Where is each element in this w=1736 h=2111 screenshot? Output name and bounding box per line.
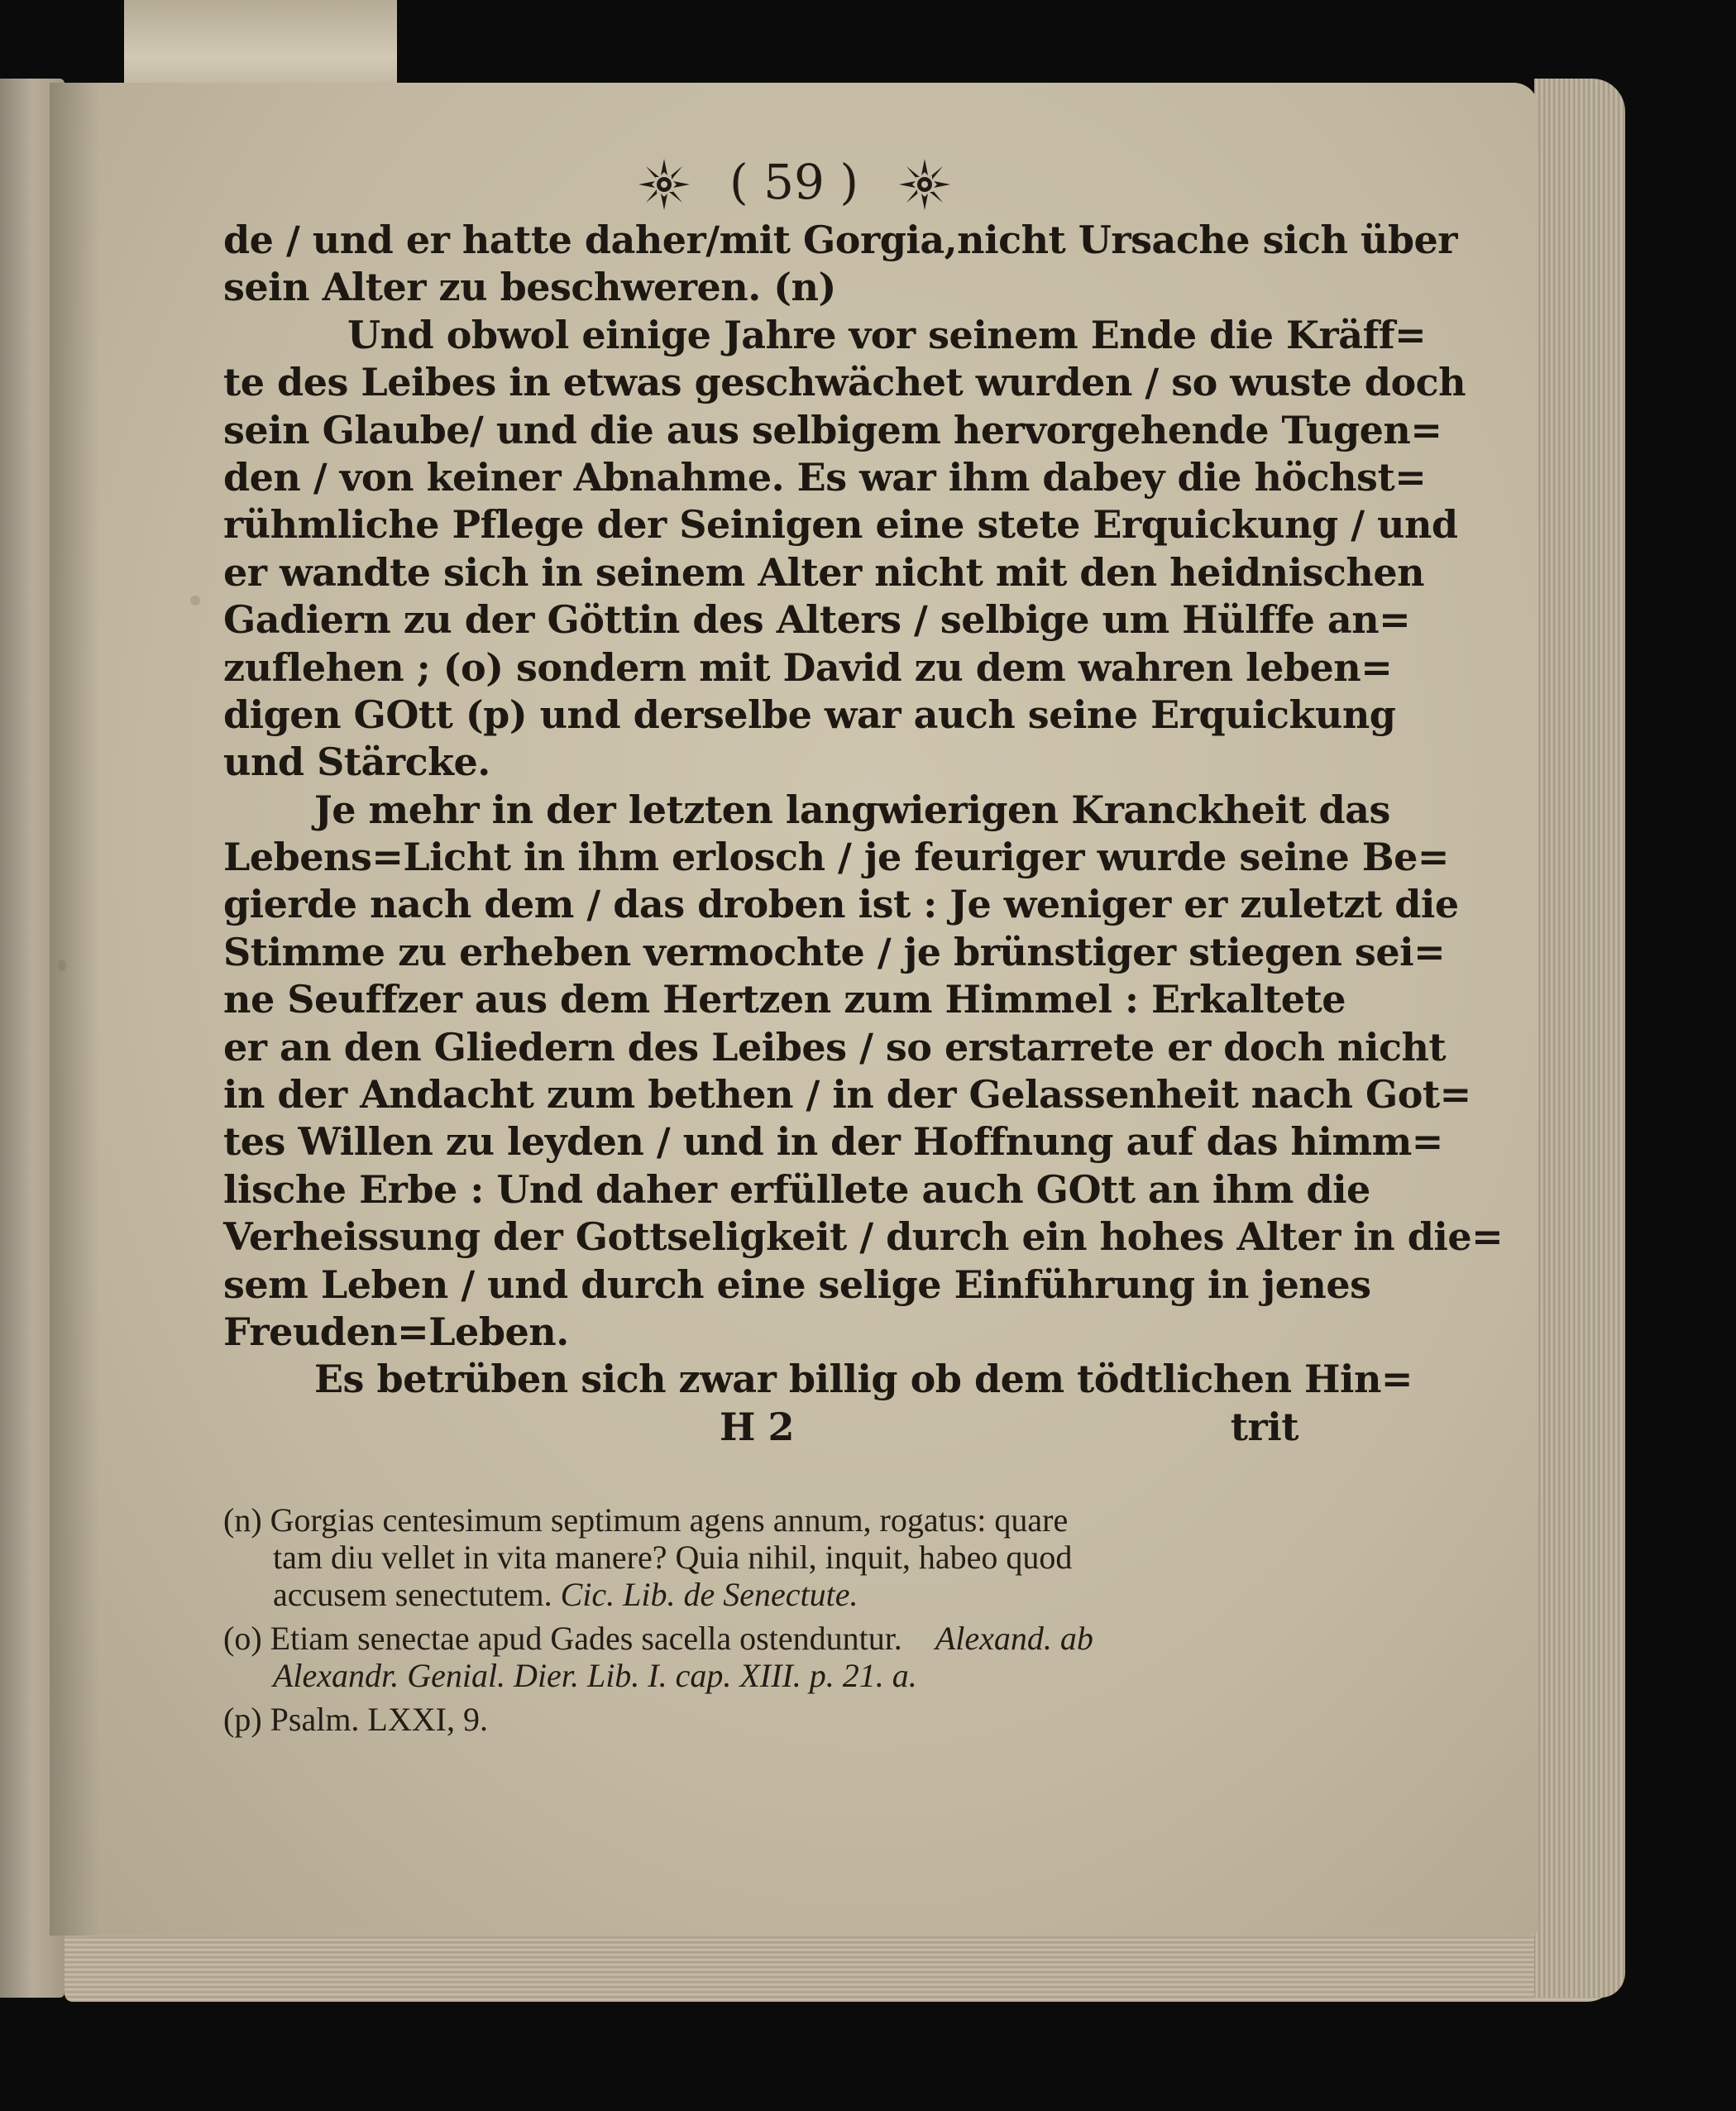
text-line: gierde nach dem / das droben ist : Je weniger er zuletzt die	[223, 882, 1459, 927]
footnote-o-citation: Alexand. ab	[935, 1620, 1093, 1657]
text-line: tes Willen zu leyden / und in der Hoffnung auf das himm=	[223, 1119, 1443, 1165]
text-line: rühmliche Pflege der Seinigen eine stete Erquickung / und	[223, 502, 1458, 548]
flower-ornament-icon	[637, 157, 691, 212]
footnote-n-line	[223, 1576, 1298, 1613]
footnote-o-citation-cont: Alexandr. Genial. Dier. Lib. I. cap. XIII. p. 21. a.	[273, 1657, 917, 1694]
signature-row	[223, 1404, 1298, 1451]
text-line: in der Andacht zum bethen / in der Gelassenheit nach Got=	[223, 1072, 1471, 1118]
text-line: Freuden=Leben.	[223, 1309, 569, 1354]
main-text	[223, 217, 1504, 1451]
text-line: Lebens=Licht in ihm erlosch / je feuriger wurde seine Be=	[223, 835, 1449, 880]
page-header	[629, 151, 976, 217]
footnote-p-line: (p) Psalm. LXXI, 9.	[223, 1701, 488, 1738]
catchword: trit	[1230, 1404, 1298, 1449]
text-line: Je mehr in der letzten langwierigen Kranckheit das	[314, 787, 1390, 832]
text-line: Es betrüben sich zwar billig ob dem tödtlichen Hin=	[314, 1357, 1413, 1402]
footnote-o-text: (o) Etiam senectae apud Gades sacella ostenduntur.	[223, 1620, 902, 1657]
footnote-n-citation: Cic. Lib. de Senectute.	[560, 1576, 858, 1613]
binding-tape	[124, 0, 397, 95]
text-line: te des Leibes in etwas geschwächet wurden / so wuste doch	[223, 360, 1466, 405]
page-number: ( 59 )	[729, 154, 858, 210]
paper-spot	[190, 596, 200, 606]
text-line: Und obwol einige Jahre vor seinem Ende die Kräff=	[347, 312, 1427, 357]
signature-mark: H 2	[720, 1404, 794, 1449]
text-line: Stimme zu erheben vermochte / je brünstiger stiegen sei=	[223, 929, 1446, 974]
footnotes	[223, 1501, 1298, 1738]
text-line: lische Erbe : Und daher erfüllete auch GOtt an ihm die	[223, 1166, 1370, 1212]
page-gutter-shadow	[50, 83, 99, 1936]
text-line: de / und er hatte daher/mit Gorgia,nicht Ursache sich über	[223, 218, 1458, 262]
text-line: sein Alter zu beschweren. (n)	[223, 265, 836, 310]
text-line: den / von keiner Abnahme. Es war ihm dabey die höchst=	[223, 454, 1427, 500]
flower-ornament-icon	[897, 157, 952, 212]
text-line: ne Seuffzer aus dem Hertzen zum Himmel : Erkaltete	[223, 977, 1346, 1022]
text-line: Gadiern zu der Göttin des Alters / selbige um Hülffe an=	[223, 597, 1411, 643]
text-line: zuflehen ; (o) sondern mit David zu dem wahren leben=	[223, 644, 1393, 690]
text-line: sem Leben / und durch eine selige Einführung in jenes	[223, 1261, 1371, 1307]
footnote-n-line: tam diu vellet in vita manere? Quia nihil, inquit, habeo quod	[273, 1539, 1073, 1576]
text-line: und Stärcke.	[223, 740, 490, 785]
text-line: er an den Gliedern des Leibes / so erstarrete er doch nicht	[223, 1024, 1447, 1070]
footnote-o-line	[223, 1620, 1298, 1657]
text-line: digen GOtt (p) und derselbe war auch seine Erquickung	[223, 692, 1396, 737]
text-line: sein Glaube/ und die aus selbigem hervorgehende Tugen=	[223, 407, 1442, 452]
text-line: Verheissung der Gottseligkeit / durch ein hohes Alter in die=	[223, 1214, 1504, 1260]
page-block-right-edge	[1534, 79, 1625, 1998]
paper-spot	[58, 960, 66, 971]
footnote-n-text: accusem senectutem.	[273, 1576, 552, 1613]
footnote-n-line: (n) Gorgias centesimum septimum agens annum, rogatus: quare	[223, 1501, 1069, 1539]
text-line: er wandte sich in seinem Alter nicht mit den heidnischen	[223, 549, 1425, 595]
